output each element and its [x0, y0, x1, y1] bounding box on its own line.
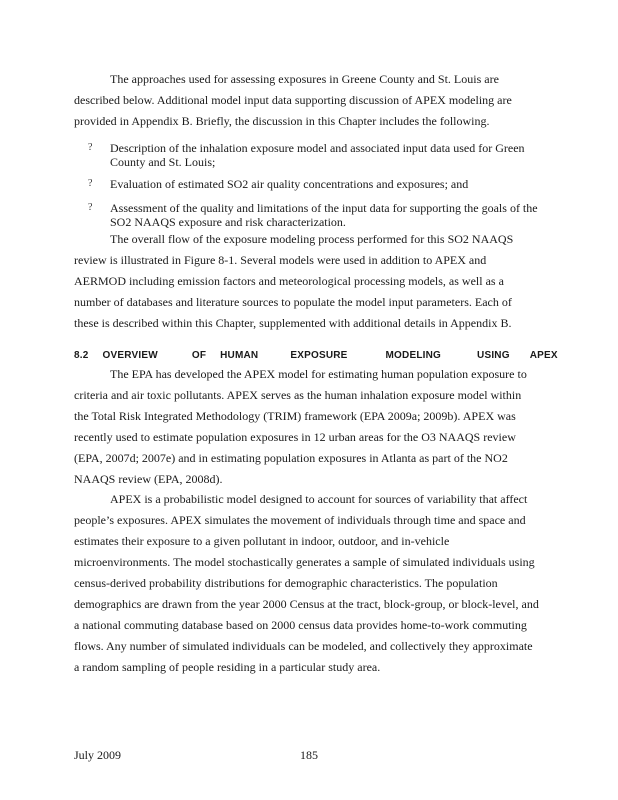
bullet-text: Assessment of the quality and limitations of the input data for supporting the goals of the — [110, 201, 538, 215]
section-number: 8.2 — [74, 350, 89, 361]
flow-line: review is illustrated in Figure 8-1. Several models were used in addition to APEX and — [74, 253, 487, 267]
probabilistic-line: census-derived probability distributions for demographic characteristics. The population — [74, 576, 498, 590]
bullet-item — [88, 201, 568, 229]
probabilistic-paragraph — [74, 489, 574, 678]
probabilistic-line: estimates their exposure to a given pollutant in indoor, outdoor, and in-vehicle — [74, 534, 450, 548]
bullet-marker-icon: ? — [88, 142, 93, 153]
overview-line: criteria and air toxic pollutants. APEX serves as the human inhalation exposure model within — [74, 388, 522, 402]
bullet-marker-icon: ? — [88, 202, 93, 213]
bullet-text: Description of the inhalation exposure model and associated input data used for Green — [110, 141, 525, 155]
footer-date: July 2009 — [74, 748, 122, 762]
probabilistic-line: APEX is a probabilistic model designed to account for sources of variability that affect — [110, 492, 528, 506]
intro-line: described below. Additional model input data supporting discussion of APEX modeling are — [74, 93, 512, 107]
probabilistic-line: demographics are drawn from the year 2000 Census at the tract, block-group, or block-level, and — [74, 597, 539, 611]
overview-line: NAAQS review (EPA, 2008d). — [74, 472, 223, 486]
bullet-text: SO2 NAAQS exposure and risk characterization. — [110, 215, 346, 229]
overview-line: the Total Risk Integrated Methodology (TRIM) framework (EPA 2009a; 2009b). APEX was — [74, 409, 516, 423]
flow-paragraph — [74, 229, 574, 334]
section-heading — [74, 350, 574, 361]
section-word: OF — [191, 350, 207, 361]
bullet-item — [88, 177, 568, 191]
bullet-item — [88, 141, 568, 169]
probabilistic-line: a random sampling of people residing in a particular study area. — [74, 660, 381, 674]
overview-line: The EPA has developed the APEX model for estimating human population exposure to — [110, 367, 527, 381]
flow-line: these is described within this Chapter, supplemented with additional details in Appendix B. — [74, 316, 512, 330]
bullet-text: Evaluation of estimated SO2 air quality concentrations and exposures; and — [110, 177, 469, 191]
bullet-marker-icon: ? — [88, 178, 93, 189]
section-word: USING — [477, 350, 510, 361]
probabilistic-line: flows. Any number of simulated individuals can be modeled, and collectively they approximate — [74, 639, 533, 653]
section-word: HUMAN — [220, 350, 259, 361]
overview-paragraph — [74, 364, 574, 490]
intro-line: provided in Appendix B. Briefly, the discussion in this Chapter includes the following. — [74, 114, 490, 128]
probabilistic-line: people’s exposures. APEX simulates the movement of individuals through time and space and — [74, 513, 526, 527]
section-word: OVERVIEW — [102, 350, 158, 361]
bullet-list — [88, 141, 568, 229]
intro-paragraph — [74, 69, 574, 132]
probabilistic-line: microenvironments. The model stochastically generates a sample of simulated individuals using — [74, 555, 535, 569]
flow-line: number of databases and literature sources to populate the model input parameters. Each of — [74, 295, 512, 309]
overview-line: recently used to estimate population exposures in 12 urban areas for the O3 NAAQS review — [74, 430, 516, 444]
intro-line: The approaches used for assessing exposures in Greene County and St. Louis are — [110, 72, 499, 86]
bullet-text: County and St. Louis; — [110, 155, 216, 169]
probabilistic-line: a national commuting database based on 2000 census data provides home-to-work commuting — [74, 618, 527, 632]
page-number: 185 — [300, 748, 318, 762]
section-word: APEX — [529, 350, 558, 361]
section-word: EXPOSURE — [290, 350, 348, 361]
flow-line: The overall flow of the exposure modeling process performed for this SO2 NAAQS — [110, 232, 514, 246]
section-word: MODELING — [385, 350, 442, 361]
flow-line: AERMOD including emission factors and meteorological processing models, as well as a — [74, 274, 504, 288]
overview-line: (EPA, 2007d; 2007e) and in estimating population exposures in Atlanta as part of the NO2 — [74, 451, 508, 465]
